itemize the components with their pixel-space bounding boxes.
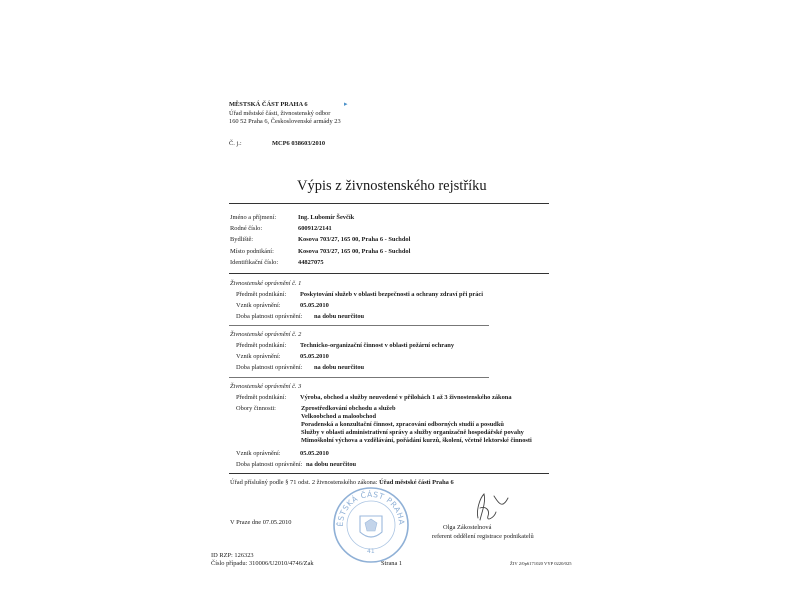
field-label: Předmět podnikání: [236, 342, 287, 349]
field-value: 05.05.2010 [300, 353, 329, 360]
note-value: Úřad městské části Praha 6 [379, 479, 454, 486]
official-stamp [332, 486, 410, 564]
stamp-number: 41 [367, 548, 375, 555]
field-of-activity: Velkoobchod a maloobchod [301, 413, 377, 420]
competent-office-note [230, 479, 454, 486]
field-label: Rodné číslo: [230, 225, 263, 232]
section-rule [229, 273, 549, 274]
field-value: 44827075 [298, 259, 324, 266]
field-value: na dobu neurčitou [306, 461, 357, 468]
page-number: Strana 1 [381, 560, 403, 567]
field-value: 05.05.2010 [300, 450, 329, 457]
field-label: Jméno a příjmení: [230, 214, 277, 221]
field-label: Předmět podnikání: [236, 291, 287, 298]
licence-1-heading: Živnostenské oprávnění č. 1 [230, 280, 302, 287]
field-label: Identifikační číslo: [230, 259, 279, 266]
place-date: V Praze dne 07.05.2010 [230, 519, 292, 526]
reference-label: Č. j.: [229, 140, 242, 147]
field-value: Kosova 703/27, 165 00, Praha 6 - Suchdol [298, 236, 411, 243]
blue-mark: ▸ [344, 100, 348, 108]
office-name: Úřad městské části, živnostenský odbor [229, 110, 331, 117]
form-code: ŽIV 2/0p6171020 VYP 0220/025 [510, 561, 572, 566]
field-label: Doba platnosti oprávnění: [236, 364, 303, 371]
field-label: Vznik oprávnění: [236, 450, 281, 457]
field-value: 05.05.2010 [300, 302, 329, 309]
signatory-name: Olga Zákostelnová [443, 524, 492, 531]
licence-rule [229, 377, 489, 378]
svg-text:MĚSTSKÁ ČÁST PRAHA 6: ĚSTSKÁ ČÁST PRAHA [335, 489, 407, 527]
office-address: 160 52 Praha 6, Československé armády 23 [229, 118, 341, 125]
handwritten-signature [464, 488, 524, 526]
id-rzp: ID RZP: 126323 [211, 552, 254, 559]
field-of-activity: Poradenská a konzultační činnost, zpracování odborných studií a posudků [301, 421, 504, 428]
title-rule [229, 203, 549, 204]
licence-rule [229, 325, 489, 326]
field-label: Vznik oprávnění: [236, 302, 281, 309]
field-label: Doba platnosti oprávnění: [236, 461, 303, 468]
field-value: 600912/2141 [298, 225, 332, 232]
field-label: Doba platnosti oprávnění: [236, 313, 303, 320]
field-value: na dobu neurčitou [314, 364, 365, 371]
field-value: Ing. Lubomír Ševčík [298, 214, 355, 221]
field-of-activity: Mimoškolní výchova a vzdělávání, pořádání kurzů, školení, včetně lektorské činnosti [301, 437, 532, 444]
field-value: na dobu neurčitou [314, 313, 365, 320]
licence-2-heading: Živnostenské oprávnění č. 2 [230, 331, 302, 338]
reference-number: MCP6 038603/2010 [272, 140, 326, 147]
authority-name: MĚSTSKÁ ČÁST PRAHA 6 [229, 101, 308, 108]
signatory-role: referent oddělení registrace podnikatelů [432, 533, 534, 540]
field-value: Technicko-organizační činnost v oblasti požární ochrany [300, 342, 455, 349]
case-number: Číslo případu: 310006/U2010/4746/Zak [211, 560, 314, 567]
field-label: Obory činnosti: [236, 405, 276, 412]
field-of-activity: Zprostředkování obchodu a služeb [301, 405, 396, 412]
field-label: Místo podnikání: [230, 248, 274, 255]
field-label: Vznik oprávnění: [236, 353, 281, 360]
licence-3-heading: Živnostenské oprávnění č. 3 [230, 383, 302, 390]
field-value: Poskytování služeb v oblasti bezpečnosti a ochrany zdraví při práci [300, 291, 484, 298]
field-value: Kosova 703/27, 165 00, Praha 6 - Suchdol [298, 248, 411, 255]
field-of-activity: Služby v oblasti administrativní správy a služby organizačně hospodářské povahy [301, 429, 524, 436]
field-label: Předmět podnikání: [236, 394, 287, 401]
field-label: Bydliště: [230, 236, 254, 243]
document-title: Výpis z živnostenského rejstříku [297, 178, 487, 194]
section-rule [229, 473, 549, 474]
note-text: Úřad příslušný podle § 71 odst. 2 živnostenského zákona: [230, 479, 378, 486]
field-value: Výroba, obchod a služby neuvedené v přílohách 1 až 3 živnostenského zákona [300, 394, 512, 401]
